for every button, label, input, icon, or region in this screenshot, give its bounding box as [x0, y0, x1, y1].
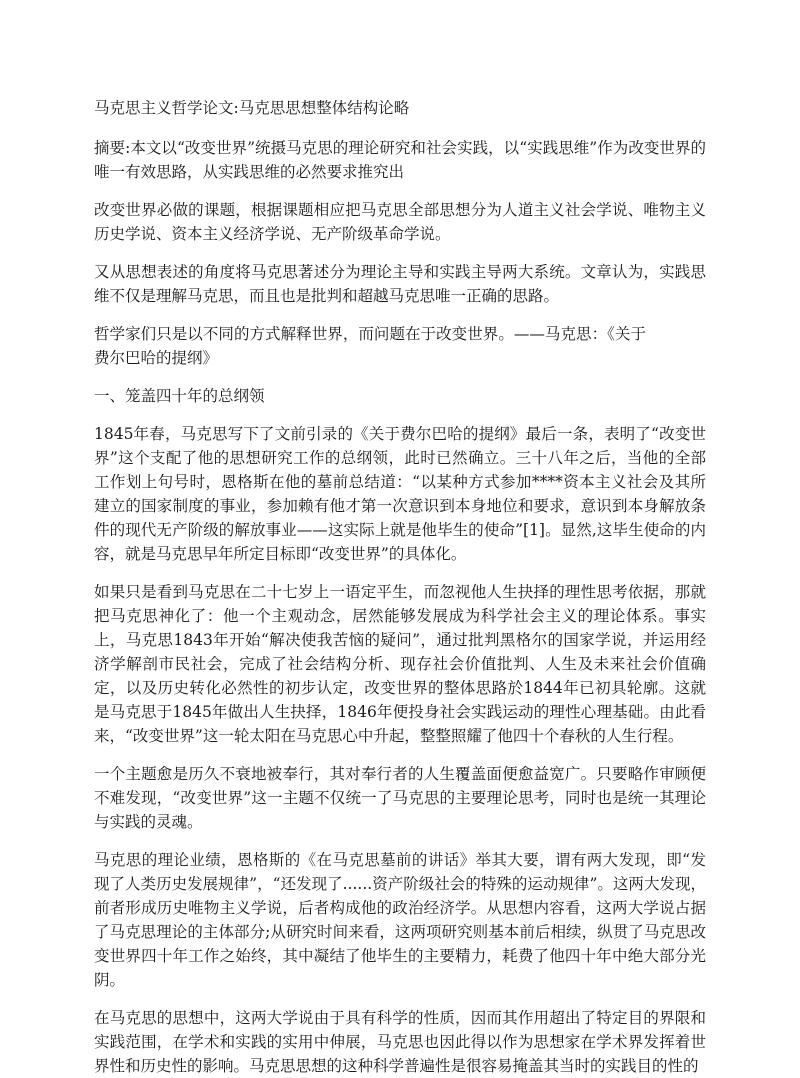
body-paragraph: 改变世界必做的课题，根据课题相应把马克思全部思想分为人道主义社会学说、唯物主义历史学说、资本主义经济学说、无产阶级革命学说。: [94, 201, 706, 243]
body-paragraph: 如果只是看到马克思在二十七岁上一语定平生，而忽视他人生抉择的理性思考依据，那就把马克思神化了：他一个主观动念，居然能够发展成为科学社会主义的理论体系。事实上，马克思1843年开始“解决使我苦恼的疑问”，通过批判黑格尔的国家学说，并运用经济学解剖市民社会，完成了社会结构分析、现存社会价值批判、人生及未来社会价值确定，以及历史转化必然性的初步认定，改变世界的整体思路於1844年已初具轮廓。这就是马克思于1845年做出人生抉择，1846年便投身社会实践运动的理性心理基础。由此看来，“改变世界”这一轮太阳在马克思心中升起，整整照耀了他四十个春秋的人生行程。: [94, 583, 706, 745]
body-paragraph: 一个主题愈是历久不衰地被奉行，其对奉行者的人生覆盖面便愈益宽广。只要略作审顾便不难发现，“改变世界”这一主题不仅统一了马克思的主要理论思考，同时也是统一其理论与实践的灵魂。: [94, 765, 706, 831]
body-paragraph: 马克思的理论业绩，恩格斯的《在马克思墓前的讲话》举其大要，谓有两大发现，即“发现了人类历史发展规律”，“还发现了......资产阶级社会的特殊的运动规律”。这两大发现，前者形成历史唯物主义学说，后者构成他的政治经济学。从思想内容看，这两大学说占据了马克思理论的主体部分;从研究时间来看，这两项研究则基本前后相续，纵贯了马克思改变世界四十年工作之始终，其中凝结了他毕生的主要精力，耗费了他四十年中绝大部分光阴。: [94, 851, 706, 989]
epigraph-quote: 哲学家们只是以不同的方式解释世界，而问题在于改变世界。——马克思：《关于费尔巴哈的提纲》: [94, 325, 646, 367]
body-paragraph: 1845年春，马克思写下了文前引录的《关于费尔巴哈的提纲》最后一条，表明了“改变世界”这个支配了他的思想研究工作的总纲领，此时已然确立。三十八年之后，当他的全部工作划上句号时，恩格斯在他的墓前总结道：“以某种方式参加****资本主义社会及其所建立的国家制度的事业，参加赖有他才第一次意识到本身地位和要求，意识到本身解放条件的现代无产阶级的解放事业——这实际上就是他毕生的使命”[1]。显然,这毕生使命的内容，就是马克思早年所定目标即“改变世界”的具体化。: [94, 425, 706, 563]
document-title: 马克思主义哲学论文:马克思思想整体结构论略: [94, 99, 410, 117]
body-paragraph: 在马克思的思想中，这两大学说由于具有科学的性质，因而其作用超出了特定目的界限和实践范围，在学术和实践的实用中伸展，马克思也因此得以作为思想家在学术界发挥着世界性和历史性的影响。马克思思想的这种科学普遍性是很容易掩盖其当时的实践目的性的: [94, 1009, 706, 1075]
section-heading: 一、笼盖四十年的总纲领: [94, 387, 265, 405]
abstract-paragraph: 摘要:本文以“改变世界”统摄马克思的理论研究和社会实践，以“实践思维”作为改变世界的唯一有效思路，从实践思维的必然要求推究出: [94, 139, 706, 181]
body-paragraph: 又从思想表述的角度将马克思著述分为理论主导和实践主导两大系统。文章认为，实践思维不仅是理解马克思，而且也是批判和超越马克思唯一正确的思路。: [94, 263, 706, 305]
